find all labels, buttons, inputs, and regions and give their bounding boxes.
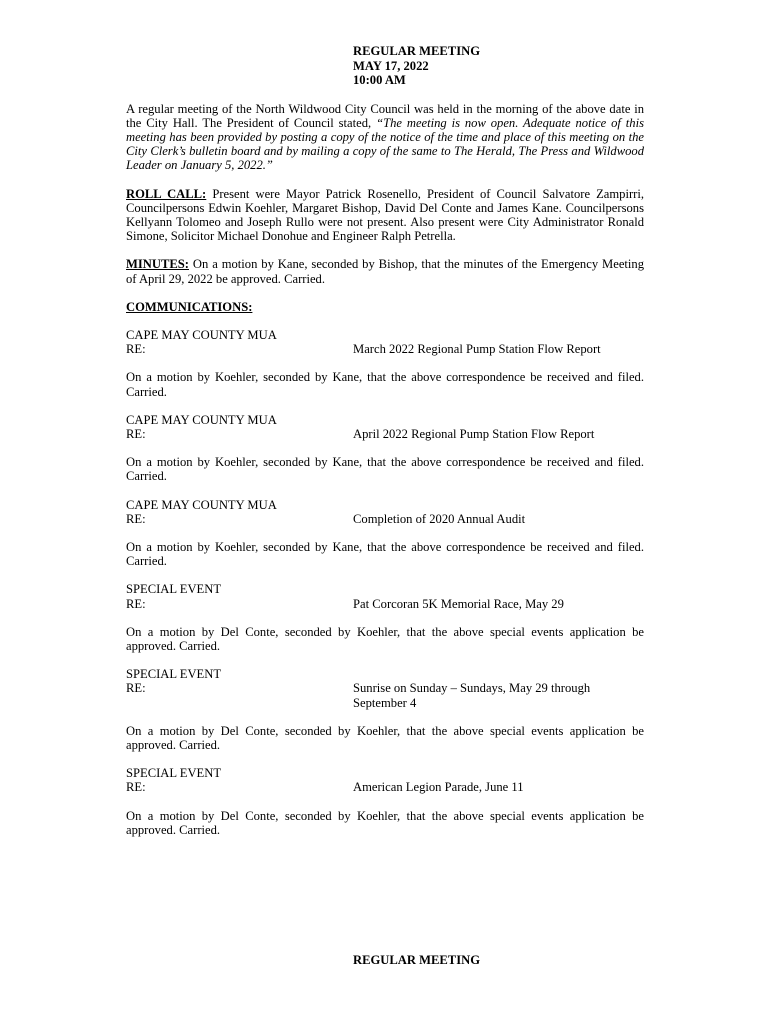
communication-from: SPECIAL EVENT: [126, 766, 222, 781]
motion-text: On a motion by Koehler, seconded by Kane, that the above correspondence be received and filed. Carried.: [126, 539, 644, 569]
minutes-paragraph: [126, 257, 644, 285]
re-label: RE:: [126, 342, 146, 357]
communication-from: SPECIAL EVENT: [126, 667, 222, 682]
meeting-date: MAY 17, 2022: [353, 58, 429, 73]
communication-subject: Pat Corcoran 5K Memorial Race, May 29: [353, 596, 564, 611]
motion-text: On a motion by Del Conte, seconded by Koehler, that the above special events application be approved. Carried.: [126, 624, 644, 653]
minutes-text: On a motion by Kane, seconded by Bishop, that the minutes of the Emergency Meeting of April 29, 2022 be approved. Carried.: [126, 257, 644, 286]
intro-text: A regular meeting of the North Wildwood City Council was held in the morning of the above date in the City Hall. The President of Council stated,: [126, 101, 644, 130]
roll-call-label: ROLL CALL:: [126, 186, 207, 201]
intro-paragraph: [126, 102, 644, 173]
communication-subject: April 2022 Regional Pump Station Flow Report: [353, 426, 595, 441]
minutes-label: MINUTES:: [126, 257, 189, 272]
meeting-time: 10:00 AM: [353, 73, 406, 87]
communication-item: [126, 766, 644, 837]
communication-item: [126, 413, 644, 484]
communication-subject: March 2022 Regional Pump Station Flow Report: [353, 342, 601, 357]
roll-call-paragraph: [126, 187, 644, 244]
communication-from: CAPE MAY COUNTY MUA: [126, 412, 277, 427]
re-label: RE:: [126, 681, 146, 696]
re-label: RE:: [126, 596, 146, 611]
motion-text: On a motion by Del Conte, seconded by Koehler, that the above special events application be approved. Carried.: [126, 723, 644, 752]
motion-text: On a motion by Del Conte, seconded by Koehler, that the above special events application be approved. Carried.: [126, 808, 644, 837]
communications-heading: COMMUNICATIONS:: [126, 299, 253, 314]
motion-text: On a motion by Koehler, seconded by Kane, that the above correspondence be received and filed. Carried.: [126, 455, 644, 484]
communication-item: [126, 667, 644, 752]
communication-from: SPECIAL EVENT: [126, 582, 222, 597]
next-page-header: REGULAR MEETING: [353, 953, 481, 967]
communication-item: [126, 328, 644, 399]
meeting-header: [353, 44, 644, 88]
re-label: RE:: [126, 426, 146, 441]
document-page: [126, 44, 644, 837]
communications-list: [126, 328, 644, 837]
communication-subject: Sunrise on Sunday – Sundays, May 29 through September 4: [353, 681, 591, 710]
re-label: RE:: [126, 780, 146, 795]
motion-text: On a motion by Koehler, seconded by Kane, that the above correspondence be received and filed. Carried.: [126, 370, 644, 399]
communication-item: [126, 582, 644, 653]
meeting-title: REGULAR MEETING: [353, 44, 481, 58]
communication-from: CAPE MAY COUNTY MUA: [126, 497, 277, 512]
intro-quote: “The meeting is now open. Adequate notice of this meeting has been provided by posting a copy of the notice of the time and place of this meeting on the City Clerk’s bulletin board and by mailing a copy of the same to The Herald, The Press and Wildwood Leader on January 5, 2022.”: [126, 115, 644, 173]
communication-from: CAPE MAY COUNTY MUA: [126, 327, 277, 342]
re-label: RE:: [126, 511, 146, 526]
communication-subject: American Legion Parade, June 11: [353, 780, 524, 795]
communication-item: [126, 498, 644, 569]
communication-subject: Completion of 2020 Annual Audit: [353, 511, 526, 526]
roll-call-text: Present were Mayor Patrick Rosenello, President of Council Salvatore Zampirri, Councilpersons Edwin Koehler, Margaret Bishop, David Del Conte and James Kane. Councilpersons Kellyann Tolomeo and Joseph Rullo were not present. Also present were City Administrator Ronald Simone, Solicitor Michael Donohue and Engineer Ralph Petrella.: [126, 186, 645, 244]
